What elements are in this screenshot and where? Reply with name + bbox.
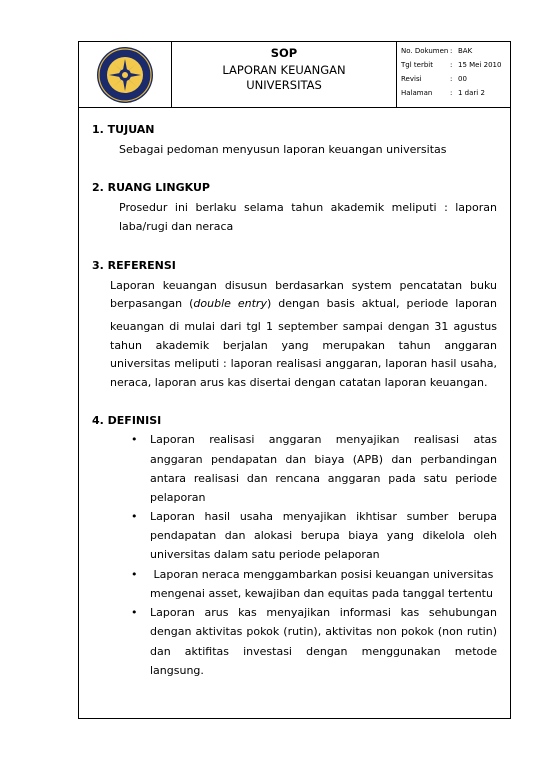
info-row-issue-date — [401, 58, 511, 72]
definisi-line: mengenai asset, kewajiban dan equitas pada tanggal tertentu — [150, 587, 493, 600]
sop-label: SOP — [270, 46, 298, 60]
referensi-line: keuangan di mulai dari tgl 1 september sampai dengan 31 agustus — [110, 320, 497, 333]
bullet-icon: • — [131, 606, 138, 619]
info-value: 00 — [458, 75, 467, 83]
definisi-line: dengan aktivitas pokok (rutin), aktivitas non pokok (non rutin) — [150, 625, 497, 638]
info-key: Halaman — [401, 89, 433, 97]
referensi-line: neraca, laporan arus kas disertai dengan catatan laporan keuangan. — [110, 376, 488, 389]
info-value: BAK — [458, 47, 473, 55]
bullet-icon: • — [131, 433, 138, 446]
bullet-icon: • — [131, 568, 138, 581]
info-row-doc-number — [401, 44, 511, 58]
info-row-page — [401, 86, 511, 100]
definisi-line: antara realisasi dan rencana anggaran pada satu periode — [150, 472, 497, 485]
sop-header — [79, 42, 510, 108]
definisi-line: anggaran pendapatan dan biaya (APB) dan perbandingan — [150, 453, 497, 466]
referensi-text: berpasangan ( — [110, 297, 194, 310]
document-info — [397, 42, 510, 107]
ruang-lingkup-line: Prosedur ini berlaku selama tahun akademik meliputi : laporan — [119, 201, 497, 214]
definisi-line: Laporan neraca menggambarkan posisi keuangan universitas — [150, 568, 494, 581]
section-title-definisi: 4. DEFINISI — [92, 414, 162, 427]
logo-cell — [79, 42, 172, 107]
info-key: Revisi — [401, 75, 422, 83]
info-sep: : — [450, 89, 453, 97]
definisi-line: universitas dalam satu periode pelaporan — [150, 548, 380, 561]
referensi-line: Laporan keuangan disusun berdasarkan system pencatatan buku — [110, 279, 497, 292]
info-value: 15 Mei 2010 — [458, 61, 502, 69]
ruang-lingkup-line: laba/rugi dan neraca — [119, 220, 234, 233]
section-title-ruang-lingkup: 2. RUANG LINGKUP — [92, 181, 210, 194]
definisi-line: Laporan hasil usaha menyajikan ikhtisar sumber berupa — [150, 510, 497, 523]
definisi-line: pelaporan — [150, 491, 206, 504]
section-title-referensi: 3. REFERENSI — [92, 259, 176, 272]
definisi-line: langsung. — [150, 664, 204, 677]
section-title-tujuan: 1. TUJUAN — [92, 123, 155, 136]
referensi-text: ) dengan basis aktual, periode laporan — [266, 297, 497, 310]
document-title-line-1: LAPORAN KEUANGAN — [222, 63, 346, 77]
referensi-emphasis: double entry — [193, 297, 267, 310]
tujuan-text: Sebagai pedoman menyusun laporan keuangan universitas — [119, 143, 447, 156]
info-sep: : — [450, 75, 453, 83]
info-value: 1 dari 2 — [458, 89, 485, 97]
title-cell — [172, 42, 397, 107]
bullet-icon: • — [131, 510, 138, 523]
referensi-line: tahun akademik berjalan yang merupakan tahun anggaran — [110, 339, 497, 352]
document-title-line-2: UNIVERSITAS — [246, 78, 322, 92]
definisi-line: dan aktifitas investasi dengan menggunakan metode — [150, 645, 497, 658]
info-sep: : — [450, 47, 453, 55]
info-key: No. Dokumen — [401, 47, 449, 55]
definisi-line: Laporan realisasi anggaran menyajikan realisasi atas — [150, 433, 497, 446]
definisi-line: pendapatan dan alokasi berupa biaya yang dikelola oleh — [150, 529, 497, 542]
definisi-line: Laporan arus kas menyajikan informasi kas sehubungan — [150, 606, 497, 619]
referensi-line: universitas meliputi : laporan realisasi anggaran, laporan hasil usaha, — [110, 357, 497, 370]
info-key: Tgl terbit — [401, 61, 433, 69]
info-sep: : — [450, 61, 453, 69]
university-seal-logo — [96, 46, 154, 104]
referensi-line — [110, 297, 497, 310]
info-row-revision — [401, 72, 511, 86]
